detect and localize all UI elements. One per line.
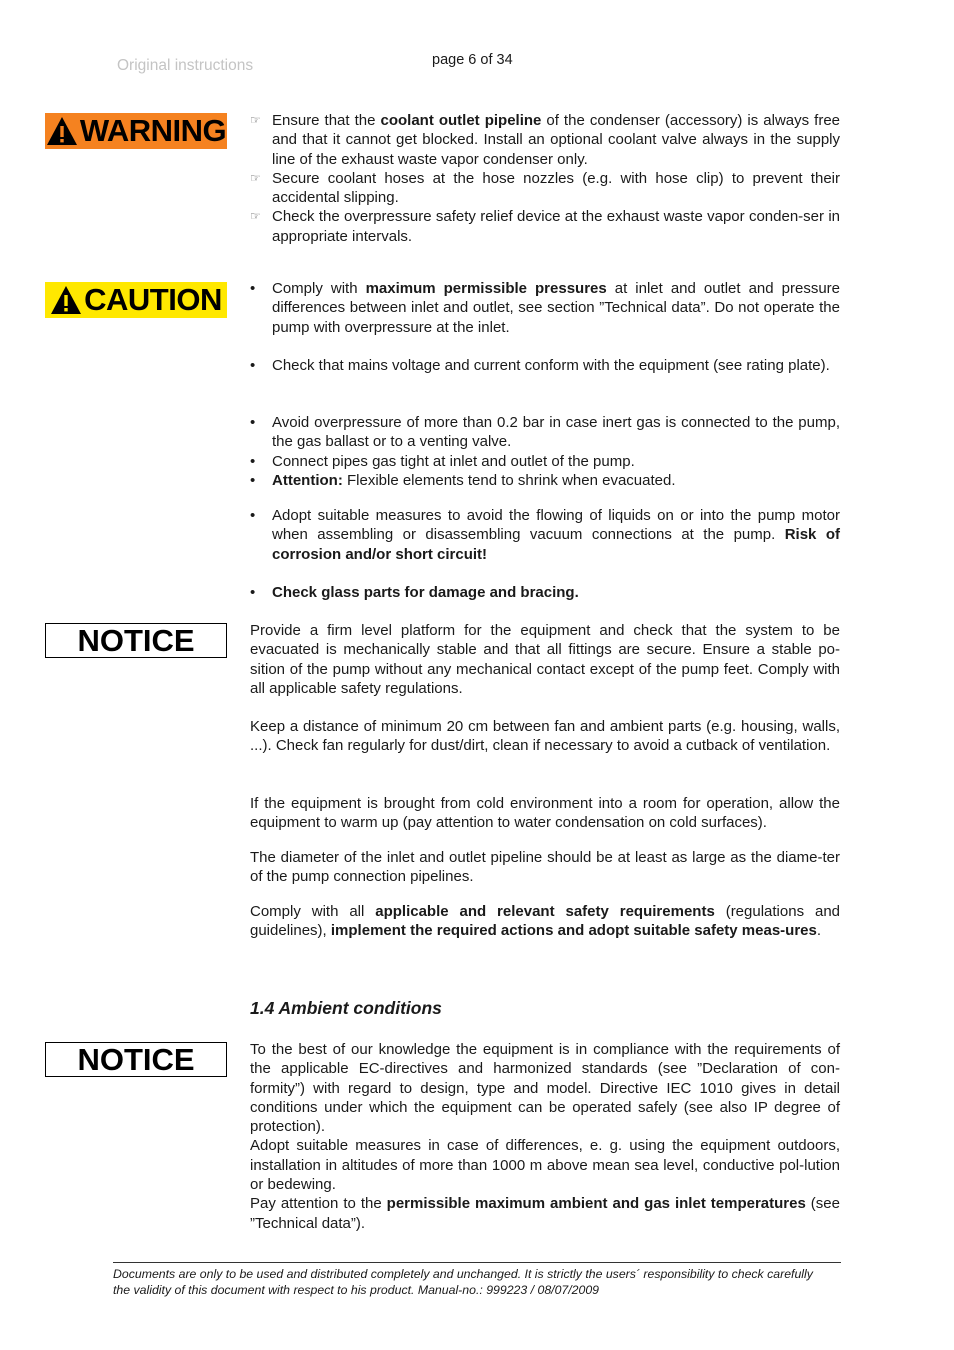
- paragraph-text: .: [816, 922, 822, 940]
- bullet-icon: •: [250, 414, 256, 431]
- list-item: [250, 452, 840, 471]
- warning-label: WARNING: [79, 113, 227, 148]
- paragraph: The diameter of the inlet and outlet pipeline should be at least as large as the diame-ter of the pump connection pipelines.: [250, 849, 840, 886]
- paragraph-text: Comply with all: [250, 903, 376, 920]
- bullet-icon: •: [250, 452, 256, 470]
- bullet-icon: •: [250, 357, 256, 374]
- notice-sign: [45, 1042, 227, 1077]
- list-item: [250, 583, 840, 602]
- list-item: [250, 413, 840, 452]
- caution-triangle-icon: [50, 285, 82, 315]
- list-item: [250, 111, 840, 169]
- notice-label: NOTICE: [77, 1041, 195, 1077]
- paragraph: [250, 1194, 840, 1233]
- bullet-icon: •: [250, 471, 256, 489]
- paragraph: [250, 902, 840, 941]
- caution-list: [250, 279, 840, 337]
- paragraph: To the best of our knowledge the equipment is in compliance with the requirements of the applicable EC-directives and harmonized standards (see ”Declaration of con-formity”) with regard to design, type and model. Directive IEC 1010 gives in detail conditions under which the equipment can be operated safely (see also IP degree of protection).: [250, 1041, 840, 1136]
- footer-divider: [113, 1262, 841, 1263]
- item-text: at inlet and outlet and pressure differences between inlet and outlet, see section ”Technical data”. Do not operate the pump with overpressure at the inlet.: [272, 280, 841, 336]
- caution-list: [250, 413, 840, 490]
- original-instructions-label: Original instructions: [117, 57, 254, 74]
- list-item: [250, 471, 840, 490]
- warning-sign: [45, 113, 227, 149]
- warning-list: [250, 111, 840, 246]
- list-item: [250, 207, 840, 246]
- list-item: [250, 169, 840, 208]
- item-text: Check that mains voltage and current conform with the equipment (see rating plate).: [272, 357, 830, 374]
- item-text-bold: Check glass parts for damage and bracing.: [272, 584, 579, 601]
- item-text: Ensure that the: [272, 112, 381, 129]
- notice-label: NOTICE: [77, 622, 195, 658]
- caution-list: [250, 356, 840, 375]
- item-text: Adopt suitable measures to avoid the flowing of liquids on or into the pump motor when assembling or disassembling vacuum connections at the pump.: [272, 507, 840, 544]
- bullet-icon: •: [250, 584, 256, 601]
- footer-line: Documents are only to be used and distributed completely and unchanged. It is strictly the users´ responsibility to check carefully: [113, 1267, 813, 1281]
- pointing-hand-icon: ☞: [250, 209, 261, 224]
- notice-sign: [45, 623, 227, 658]
- list-item: [250, 279, 840, 337]
- ambient-conditions-text: [250, 1040, 840, 1233]
- item-text: Check the overpressure safety relief device at the exhaust waste vapor conden-ser in appropriate intervals.: [272, 208, 840, 245]
- warning-triangle-icon: [46, 116, 78, 146]
- list-item: [250, 506, 840, 564]
- paragraph-text: Pay attention to the: [250, 1195, 387, 1213]
- paragraph: If the equipment is brought from cold environment into a room for operation, allow the equipment to warm up (pay attention to water condensation on cold surfaces).: [250, 795, 840, 832]
- list-item: [250, 356, 840, 375]
- caution-list: [250, 583, 840, 602]
- paragraph-text: (see ”Technical data”).: [250, 1195, 840, 1232]
- item-text-bold: coolant outlet pipeline: [380, 112, 542, 129]
- section-heading: 1.4 Ambient conditions: [250, 998, 442, 1018]
- paragraph: Keep a distance of minimum 20 cm between fan and ambient parts (e.g. housing, walls, ...). Check fan regularly for dust/dirt, clean if necessary to avoid a cutback of ventilation.: [250, 718, 840, 755]
- pointing-hand-icon: ☞: [250, 170, 261, 185]
- footer-disclaimer: [113, 1267, 841, 1298]
- caution-label: CAUTION: [84, 282, 222, 317]
- caution-list: [250, 506, 840, 564]
- paragraph: Provide a firm level platform for the equipment and check that the system to be evacuated is mechanically stable and that all fittings are secure. Ensure a stable po-sition of the pump without any mechanical contact except of the pump feet. Comply with all applicable safety regulations.: [250, 622, 840, 697]
- paragraph-text: (regulations and guidelines),: [250, 903, 841, 940]
- item-text: Comply with: [272, 280, 366, 297]
- paragraph-text-bold: applicable and relevant safety requirements: [375, 903, 715, 920]
- item-text-bold: Attention:: [272, 471, 343, 489]
- pointing-hand-icon: ☞: [250, 113, 261, 127]
- item-text: Avoid overpressure of more than 0.2 bar in case inert gas is connected to the pump, the gas ballast or to a venting valve.: [272, 414, 840, 451]
- item-text-bold: maximum permissible pressures: [365, 280, 607, 297]
- item-text: of the condenser (accessory) is always free and that it cannot get blocked. Install an optional coolant valve always in the supply line of the exhaust waste vapor condenser only.: [272, 112, 841, 168]
- footer-line: the validity of this document with respect to his product. Manual-no.: 999223 / 08/07/2009: [113, 1282, 600, 1297]
- page-number: page 6 of 34: [432, 52, 513, 68]
- caution-sign: [45, 282, 227, 318]
- bullet-icon: •: [250, 507, 256, 524]
- paragraph: Adopt suitable measures in case of differences, e. g. using the equipment outdoors, installation in altitudes of more than 1000 m above mean sea level, conductive pol-lution or bedewing.: [250, 1137, 840, 1194]
- item-text-bold: Risk of corrosion and/or short circuit!: [272, 526, 841, 563]
- item-text: Connect pipes gas tight at inlet and outlet of the pump.: [272, 452, 635, 470]
- bullet-icon: •: [250, 280, 256, 297]
- item-text: Flexible elements tend to shrink when evacuated.: [342, 471, 676, 489]
- paragraph-text-bold: permissible maximum ambient and gas inlet temperatures: [386, 1195, 806, 1213]
- paragraph-text-bold: implement the required actions and adopt suitable safety meas-ures: [330, 922, 817, 940]
- item-text: Secure coolant hoses at the hose nozzles (e.g. with hose clip) to prevent their accidental slipping.: [272, 169, 840, 207]
